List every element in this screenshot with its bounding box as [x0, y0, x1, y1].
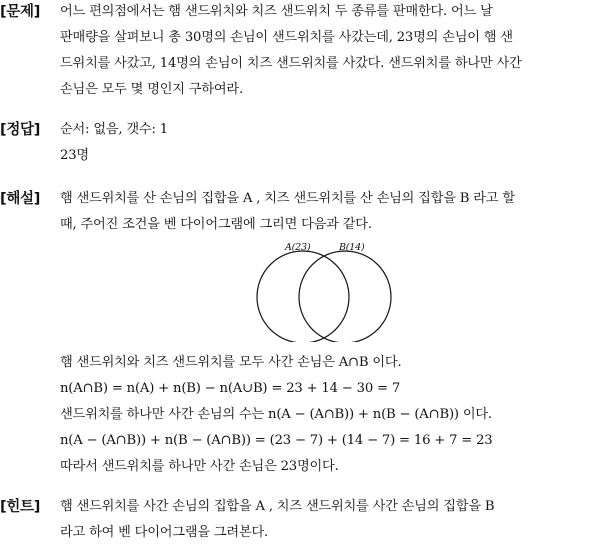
problem-line: 손님은 모두 몇 명인지 구하여라. [60, 82, 243, 97]
explanation-line: 햄 샌드위치와 치즈 샌드위치를 모두 사간 손님은 A∩B 이다. [60, 355, 402, 370]
explanation-intro-line: 햄 샌드위치를 산 손님의 집합을 A , 치즈 샌드위치를 산 손님의 집합을 B 라고 할 [60, 191, 515, 206]
problem-line: 드위치를 사갔고, 14명의 손님이 치즈 샌드위치를 사갔다. 샌드위치를 하나만 사간 [60, 56, 522, 71]
problem-line: 어느 편의점에서는 햄 샌드위치와 치즈 샌드위치 두 종류를 판매한다. 어느 날 [60, 4, 493, 19]
explanation-line: 샌드위치를 하나만 사간 손님의 수는 n(A − (A∩B)) + n(B − (A∩B)) 이다. [60, 407, 492, 422]
explanation-text [60, 186, 592, 480]
answer-order-count: 순서: 없음, 갯수: 1 [60, 122, 168, 137]
explanation-tag: [해설] [0, 191, 41, 207]
problem-text [60, 0, 592, 103]
set-b-label: B(14) [339, 242, 365, 253]
venn-diagram-svg [255, 242, 395, 342]
set-a-label: A(23) [285, 242, 311, 253]
explanation-intro-line: 때, 주어진 조건을 벤 다이어그램에 그리면 다음과 같다. [60, 217, 372, 232]
set-a-circle [257, 251, 349, 342]
explanation-conclusion: 따라서 샌드위치를 하나만 사간 손님은 23명이다. [60, 459, 339, 474]
set-b-circle [299, 251, 391, 342]
explanation-formula: n(A − (A∩B)) + n(B − (A∩B)) = (23 − 7) + (14 − 7) = 16 + 7 = 23 [60, 433, 493, 448]
hint-line: 라고 하여 벤 다이어그램을 그려본다. [60, 525, 269, 540]
hint-text [60, 494, 592, 546]
hint-tag: [힌트] [0, 499, 41, 515]
answer-value: 23명 [60, 148, 89, 163]
answer-text [60, 117, 592, 169]
problem-line: 판매량을 살펴보니 총 30명의 손님이 샌드위치를 사갔는데, 23명의 손님이 햄 샌 [60, 30, 513, 45]
hint-line: 햄 샌드위치를 사간 손님의 집합을 A , 치즈 샌드위치를 사간 손님의 집합을 B [60, 499, 495, 514]
problem-tag: [문제] [0, 4, 41, 20]
venn-diagram [60, 242, 592, 342]
answer-tag: [정답] [0, 122, 41, 138]
explanation-formula: n(A∩B) = n(A) + n(B) − n(A∪B) = 23 + 14 − 30 = 7 [60, 381, 401, 396]
